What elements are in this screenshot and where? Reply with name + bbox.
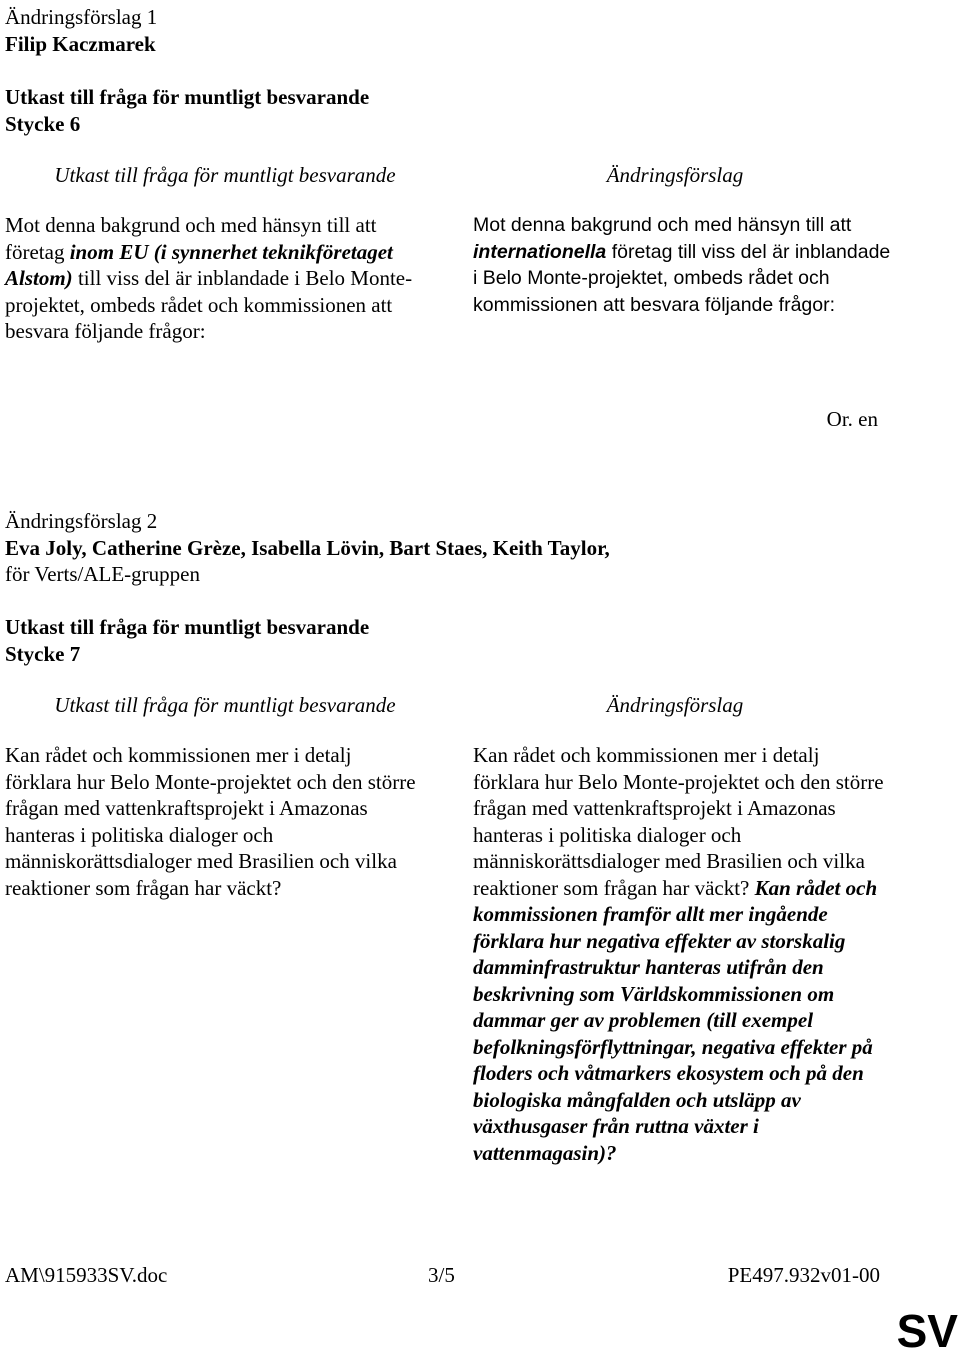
footer-language-code: SV	[896, 1305, 958, 1357]
footer-pe-ref: PE497.932v01-00	[727, 1263, 880, 1287]
amendment-2-section-title: Utkast till fråga för muntligt besvarande	[5, 615, 370, 639]
amendment-1-left-header: Utkast till fråga för muntligt besvarande	[54, 163, 396, 187]
amendment-2-right-header: Ändringsförslag	[606, 693, 744, 717]
amendment-2-authors: Eva Joly, Catherine Grèze, Isabella Lövin, Bart Staes, Keith Taylor,	[5, 535, 610, 560]
footer-doc-ref: AM\915933SV.doc	[5, 1263, 168, 1287]
amendment-1-author: Filip Kaczmarek	[5, 31, 156, 56]
amendment-1-paragraph: Stycke 6	[5, 111, 81, 136]
amendment-1-right-header: Ändringsförslag	[606, 163, 744, 187]
amendment-2-group: för Verts/ALE-gruppen	[5, 562, 200, 586]
amendment-2-heading	[5, 508, 945, 588]
amendment-2-left-header: Utkast till fråga för muntligt besvarande	[54, 693, 396, 717]
amendment-2-section	[5, 614, 369, 667]
original-language: Or. en	[826, 407, 878, 431]
amendment-1-section	[5, 84, 369, 137]
amendment-1-number: Ändringsförslag 1	[5, 5, 158, 29]
emphasis-text: Kan rådet och kommissionen framför allt mer ingående förklara hur negativa effekter av storskalig damminfrastruktur hanteras utifrån den beskrivning som Världskommissionen om dammar ger av problemen (till exempel befolkningsförflyttningar, negativa effekter på floders och våtmarkers ekosystem och på den biologiska mångfalden och utsläpp av växthusgaser från ruttna växter i vattenmagasin)?	[473, 875, 878, 1165]
amendment-2-number: Ändringsförslag 2	[5, 509, 158, 533]
amendment-1-right-text: Mot denna bakgrund och med hänsyn till att internationella företag till viss del är inblandade i Belo Monte-projektet, ombeds rådet och kommissionen att besvara följande frågor:	[473, 214, 891, 316]
footer-page-number: 3/5	[428, 1263, 455, 1287]
emphasis-text: internationella	[473, 240, 607, 263]
amendment-2-left-text: Kan rådet och kommissionen mer i detalj förklara hur Belo Monte-projektet och den större frågan med vattenkraftsprojekt i Amazonas hanteras i politiska dialoger och människorättsdialoger med Brasilien och vilka reaktioner som frågan har väckt?	[5, 743, 416, 900]
emphasis-text: inom EU (i synnerhet teknikföretaget Alstom)	[5, 239, 393, 290]
amendment-1-left-text: Mot denna bakgrund och med hänsyn till att företag inom EU (i synnerhet teknikföretaget Alstom) till viss del är inblandade i Belo Monte-projektet, ombeds rådet och kommissionen att besvara följande frågor:	[5, 213, 413, 343]
amendment-1-heading	[5, 4, 157, 57]
amendment-2-right-text: Kan rådet och kommissionen mer i detalj förklara hur Belo Monte-projektet och den större frågan med vattenkraftsprojekt i Amazonas hanteras i politiska dialoger och människorättsdialoger med Brasilien och vilka reaktioner som frågan har väckt? Kan rådet och kommissionen framför allt mer ingående förklara hur negativa effekter av storskalig damminfrastruktur hanteras utifrån den beskrivning som Världskommissionen om dammar ger av problemen (till exempel befolkningsförflyttningar, negativa effekter på floders och våtmarkers ekosystem och på den biologiska mångfalden och utsläpp av växthusgaser från ruttna växter i vattenmagasin)?	[473, 743, 884, 1165]
amendment-2-paragraph: Stycke 7	[5, 641, 81, 666]
amendment-1-section-title: Utkast till fråga för muntligt besvarande	[5, 85, 370, 109]
